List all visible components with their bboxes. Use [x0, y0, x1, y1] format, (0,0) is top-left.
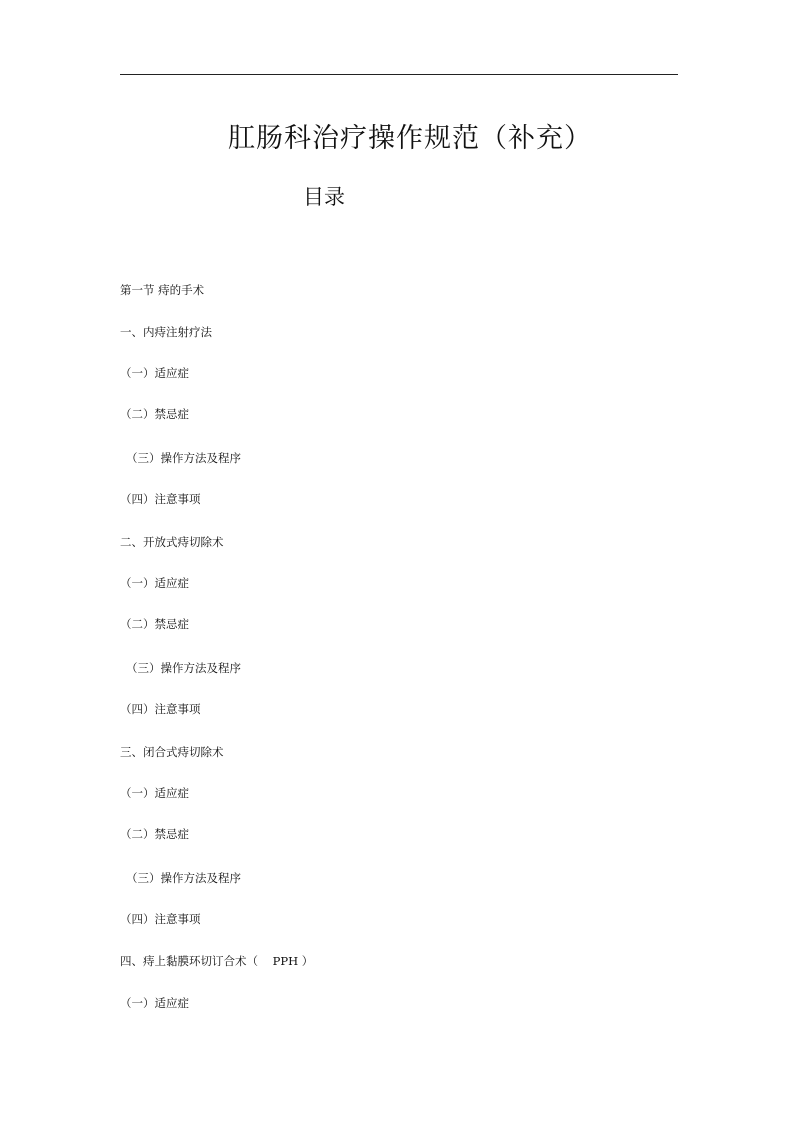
toc-subitem-3-3: （三）操作方法及程序 [126, 871, 241, 885]
toc-subitem-4-1: （一）适应症 [120, 996, 189, 1010]
document-title: 肛肠科治疗操作规范（补充） [228, 123, 592, 154]
toc-subitem-1-4: （四）注意事项 [120, 492, 201, 506]
toc-subitem-3-4: （四）注意事项 [120, 912, 201, 926]
toc-subitem-3-2: （二）禁忌症 [120, 827, 189, 841]
toc-item-1: 一、内痔注射疗法 [120, 325, 212, 339]
toc-heading: 目录 [303, 185, 345, 209]
toc-subitem-2-2: （二）禁忌症 [120, 617, 189, 631]
toc-subitem-1-3: （三）操作方法及程序 [126, 451, 241, 465]
toc-item-3: 三、闭合式痔切除术 [120, 745, 224, 759]
toc-subitem-1-1: （一）适应症 [120, 366, 189, 380]
toc-subitem-2-3: （三）操作方法及程序 [126, 661, 241, 675]
toc-subitem-3-1: （一）适应症 [120, 786, 189, 800]
toc-subitem-1-2: （二）禁忌症 [120, 407, 189, 421]
toc-item-4: 四、痔上黏膜环切订合术（ PPH ） [120, 954, 314, 968]
toc-item-2: 二、开放式痔切除术 [120, 535, 224, 549]
toc-subitem-2-1: （一）适应症 [120, 576, 189, 590]
toc-subitem-2-4: （四）注意事项 [120, 702, 201, 716]
toc-section-1: 第一节 痔的手术 [120, 283, 205, 297]
